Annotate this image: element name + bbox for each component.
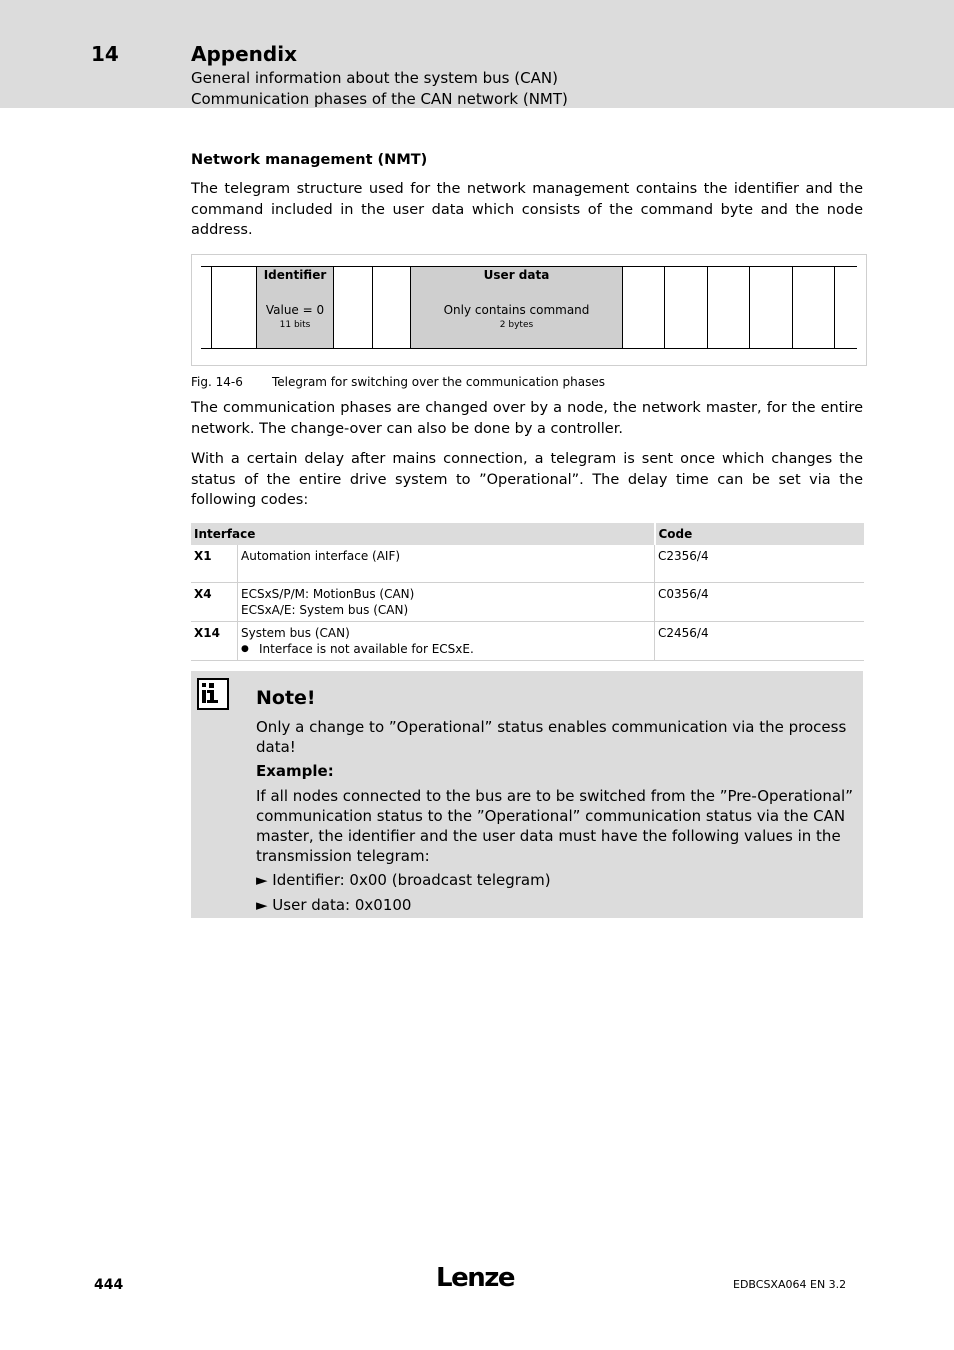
telegram-top-line [201,266,857,267]
identifier-title: Identifier [263,268,327,282]
telegram-divider [372,266,373,349]
row-interface-line: Automation interface (AIF) [241,549,401,563]
telegram-divider [333,266,334,349]
header-subtitle-2: Communication phases of the CAN network (NMT) [191,90,568,108]
header-subtitle-1: General information about the system bus (CAN) [191,69,558,87]
identifier-size: 11 bits [279,320,311,330]
header-code: Code [655,523,865,545]
row-code: C0356/4 [655,582,865,621]
user-data-title: User data [483,268,550,282]
row-code: C2356/4 [655,545,865,582]
row-interface-id: X4 [191,582,238,621]
table-row [191,582,864,621]
table-header-row [191,523,864,545]
row-interface-desc [238,545,655,582]
user-data-value: Only contains command [443,303,590,317]
row-code: C2456/4 [655,621,865,660]
note-title: Note! [256,687,316,709]
telegram-bottom-line [201,348,857,349]
table-row [191,545,864,582]
document-id: EDBCSXA064 EN 3.2 [733,1278,847,1291]
paragraph-telegram-structure: The telegram structure used for the network management contains the identifier and the command included in the user data which consists of the command byte and the node address. [191,181,863,238]
note-text-1: Only a change to ”Operational” status enables communication via the process data! [256,718,847,756]
user-data-size: 2 bytes [499,320,534,330]
row-interface-line: ECSxS/P/M: MotionBus (CAN) [241,586,415,601]
note-text-2: If all nodes connected to the bus are to be switched from the ”Pre-Operational” communication status to the ”Operational” communication status via the CAN master, the identifier and the user data must have the following values in the transmission telegram: [256,787,853,865]
identifier-value: Value = 0 [265,303,325,317]
chapter-number: 14 [91,42,119,66]
table-row [191,621,864,660]
row-interface-id: X1 [191,545,238,582]
paragraph-delay: With a certain delay after mains connection, a telegram is sent once which changes the status of the entire drive system to ”Operational”. The delay time can be set via the following codes: [191,451,863,508]
telegram-divider [211,266,212,349]
paragraph-communication-phases: The communication phases are changed over by a node, the network master, for the entire network. The change-over can also be done by a controller. [191,400,863,437]
header-interface: Interface [191,523,655,545]
row-interface-line-2: ECSxA/E: System bus (CAN) [241,602,409,617]
telegram-divider [622,266,623,349]
figure-caption-text: Telegram for switching over the communication phases [272,375,605,389]
lenze-logo: Lenze [436,1263,514,1293]
telegram-divider [792,266,793,349]
row-bullet-item: ● Interface is not available for ECSxE. [241,641,651,657]
page-number: 444 [94,1277,124,1293]
row-interface-id: X14 [191,621,238,660]
note-item-identifier: ► Identifier: 0x00 (broadcast telegram) [256,871,551,889]
chapter-title: Appendix [191,42,297,66]
telegram-divider [707,266,708,349]
telegram-divider [664,266,665,349]
info-icon [197,678,229,710]
codes-table [191,523,864,661]
section-title: Network management (NMT) [191,152,428,168]
note-item-user-data: ► User data: 0x0100 [256,896,412,914]
row-interface-desc [238,582,655,621]
telegram-divider [834,266,835,349]
figure-caption-number: Fig. 14-6 [191,375,243,389]
note-box [191,671,863,918]
row-interface-desc [238,621,655,660]
telegram-divider [749,266,750,349]
note-example-label: Example: [256,762,334,780]
row-interface-line: System bus (CAN) [241,625,350,640]
